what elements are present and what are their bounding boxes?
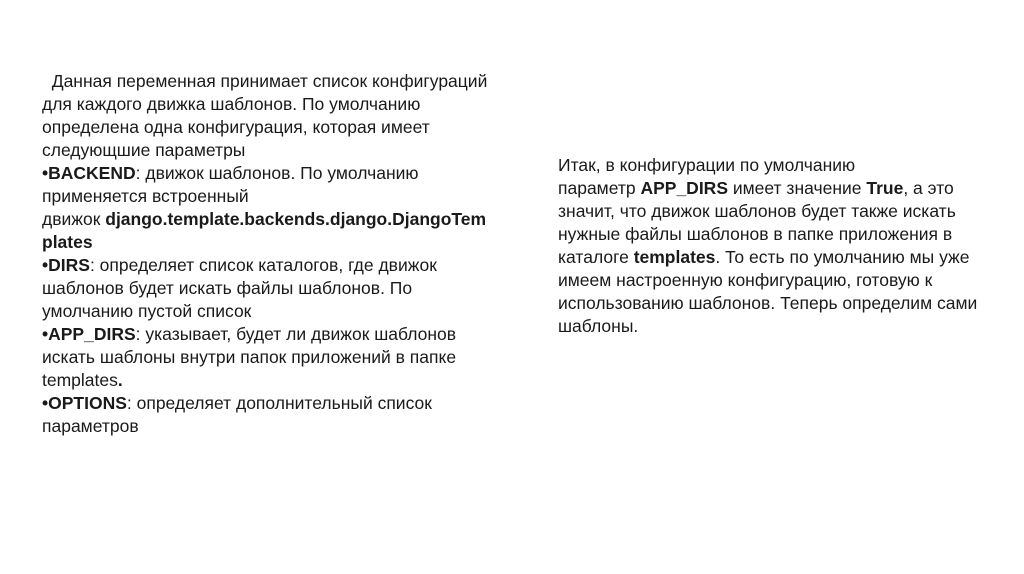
text-line: параметр APP_DIRS имеет значение True, а это: [558, 178, 954, 198]
dirs-param-line: •DIRS: определяет список каталогов, где движок: [42, 255, 437, 275]
text-line: значит, что движок шаблонов будет также искать: [558, 201, 956, 221]
text-line: plates: [42, 232, 93, 252]
text-line: templates.: [42, 370, 123, 390]
text-line: имеем настроенную конфигурацию, готовую к: [558, 270, 933, 290]
text-line: движок django.template.backends.django.DjangoTem: [42, 209, 487, 229]
text-line: определена одна конфигурация, которая имеет: [42, 117, 430, 137]
text-line: умолчанию пустой список: [42, 301, 252, 321]
text-line: шаблоны.: [558, 316, 639, 336]
options-param-line: •OPTIONS: определяет дополнительный список: [42, 393, 432, 413]
backend-param-line: •BACKEND: движок шаблонов. По умолчанию: [42, 163, 419, 183]
app-dirs-param-line: •APP_DIRS: указывает, будет ли движок шаблонов: [42, 324, 457, 344]
text-line: применяется встроенный: [42, 186, 249, 206]
text-line: для каждого движка шаблонов. По умолчанию: [42, 94, 421, 114]
text-line: параметров: [42, 416, 139, 436]
left-text-block: [42, 70, 542, 438]
text-line: следующшие параметры: [42, 140, 246, 160]
text-line: искать шаблоны внутри папок приложений в папке: [42, 347, 457, 367]
text-line: каталоге templates. То есть по умолчанию мы уже: [558, 247, 970, 267]
text-line: использованию шаблонов. Теперь определим сами: [558, 293, 978, 313]
text-line: Итак, в конфигурации по умолчанию: [558, 155, 856, 175]
text-line: Данная переменная принимает список конфигураций: [42, 71, 488, 91]
text-line: шаблонов будет искать файлы шаблонов. По: [42, 278, 413, 298]
text-line: нужные файлы шаблонов в папке приложения в: [558, 224, 953, 244]
right-text-block: [558, 154, 1020, 338]
